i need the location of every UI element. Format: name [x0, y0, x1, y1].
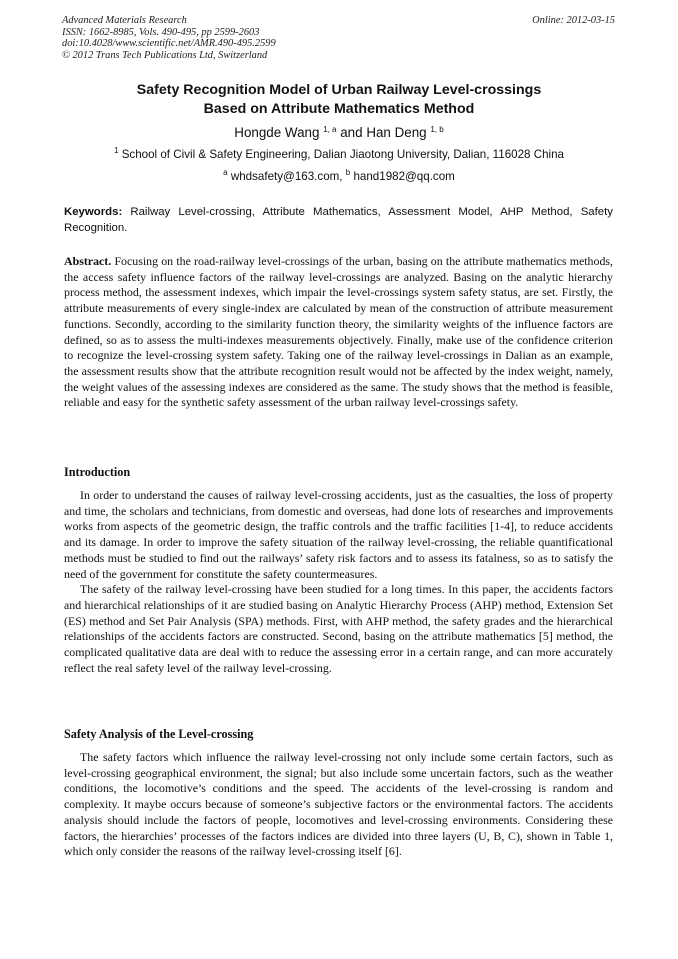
- introduction-paragraph-1: In order to understand the causes of railway level-crossing accidents, just as the casualties, the loss of property and time, the scholars and technicians, from domestic and overseas, had done lots of researches and improvements works from aspects of the geometric design, the traffic controls and the traffic facilities [1-4], to reduce accidents and its damage. In order to improve the safety situation of the railway level-crossing, the reliable quantificational methods must be studied to find out the railways’ safety risk factors and to assess its fatalness, so as to satisfy the need of the government for constitute the safety countermeasures.: [64, 488, 613, 581]
- abstract: [64, 254, 613, 411]
- author-conjunction: and: [340, 125, 363, 140]
- safety-analysis-body: [64, 750, 613, 860]
- author-2: Han Deng: [366, 125, 427, 140]
- email-line: [64, 170, 614, 184]
- title-line-1: Safety Recognition Model of Urban Railway Level-crossings: [136, 82, 542, 98]
- affiliation: [64, 148, 614, 162]
- journal-name: Advanced Materials Research: [62, 15, 187, 26]
- email-b[interactable]: hand1982@qq.com: [353, 170, 455, 183]
- issn-line: ISSN: 1662-8985, Vols. 490-495, pp 2599-2603: [62, 26, 260, 38]
- online-date: Online: 2012-03-15: [532, 15, 615, 26]
- introduction-body: [64, 488, 613, 676]
- title-line-2: Based on Attribute Mathematics Method: [203, 101, 475, 117]
- author-2-sup: 1, b: [430, 125, 444, 134]
- doi-line[interactable]: doi:10.4028/www.scientific.net/AMR.490-495.2599: [62, 38, 276, 50]
- affiliation-text: School of Civil & Safety Engineering, Dalian Jiaotong University, Dalian, 116028 China: [121, 148, 564, 161]
- affiliation-sup: 1: [114, 146, 119, 155]
- email-a[interactable]: whdsafety@163.com,: [230, 170, 343, 183]
- journal-header: [62, 15, 276, 61]
- author-list: [64, 125, 614, 141]
- keywords-label: Keywords:: [64, 206, 123, 218]
- author-1-sup: 1, a: [323, 125, 337, 134]
- keywords: [64, 205, 613, 236]
- keywords-text: Railway Level-crossing, Attribute Mathematics, Assessment Model, AHP Method, Safety Recognition.: [64, 206, 613, 234]
- paper-title: [64, 81, 614, 119]
- copyright-line: © 2012 Trans Tech Publications Ltd, Switzerland: [62, 49, 268, 61]
- safety-analysis-paragraph-1: The safety factors which influence the railway level-crossing not only include some certain factors, such as level-crossing geographical environment, the signal; but also include some uncertain factors, such as the weather conditions, the locomotive’s conditions and the speed. The accidents of the level-crossing is random and complexity. It maybe occurs because of someone’s subjective factors or the environmental factors. The accidents analysis should include the factors of people, locomotives and level-crossing environments. Considering these factors, the hierarchies’ processes of the factors indices are divided into three layers (U, B, C), shown in Table 1, which only consider the reasons of the railway level-crossing itself [6].: [64, 750, 613, 859]
- email-a-sup: a: [223, 168, 228, 177]
- introduction-paragraph-2: The safety of the railway level-crossing have been studied for a long times. In this paper, the accidents factors and hierarchical relationships of it are studied basing on Analytic Hierarchy Process (AHP) method, Extension Set (ES) method and Set Pair Analysis (SPA) methods. First, with AHP method, the safety grades and the hierarchical relationships of the accidents factors are constructed. Second, basing on the attribute mathematics [5] method, the complicated qualitative data are deal with to reduce the assessing error in a certain range, and can more accurately reflect the real safety level of the railway level-crossing.: [64, 582, 613, 675]
- author-1: Hongde Wang: [234, 125, 320, 140]
- abstract-label: Abstract.: [64, 254, 112, 268]
- introduction-heading: Introduction: [64, 465, 131, 479]
- email-b-sup: b: [345, 168, 351, 177]
- safety-analysis-heading: Safety Analysis of the Level-crossing: [64, 727, 254, 741]
- abstract-text: Focusing on the road-railway level-crossings of the urban, basing on the attribute mathematics methods, the access safety influence factors of the railway level-crossings are analyzed. Basing on the analytic hierarchy process method, the assessment indexes, which impair the level-crossings system safety status, are set. Firstly, the attribute measurements of every single-index are calculated by mean of the construction of attribute measurement functions. Secondly, according to the similarity function theory, the similarity weights of the influence factors are defined, so as to assess the multi-indexes measurements objectively. Finally, make use of the confidence criterion to recognize the level-crossing system safety. Taking one of the railway level-crossings in Dalian as an example, the assessment results show that the attribute recognition result would not be affected by the index weight, namely, the weight values of the assessing indexes are considered as the same. The study shows that the method is feasible, reliable and easy for the synthetic safety assessment of the urban railway level-crossings safety.: [64, 254, 613, 410]
